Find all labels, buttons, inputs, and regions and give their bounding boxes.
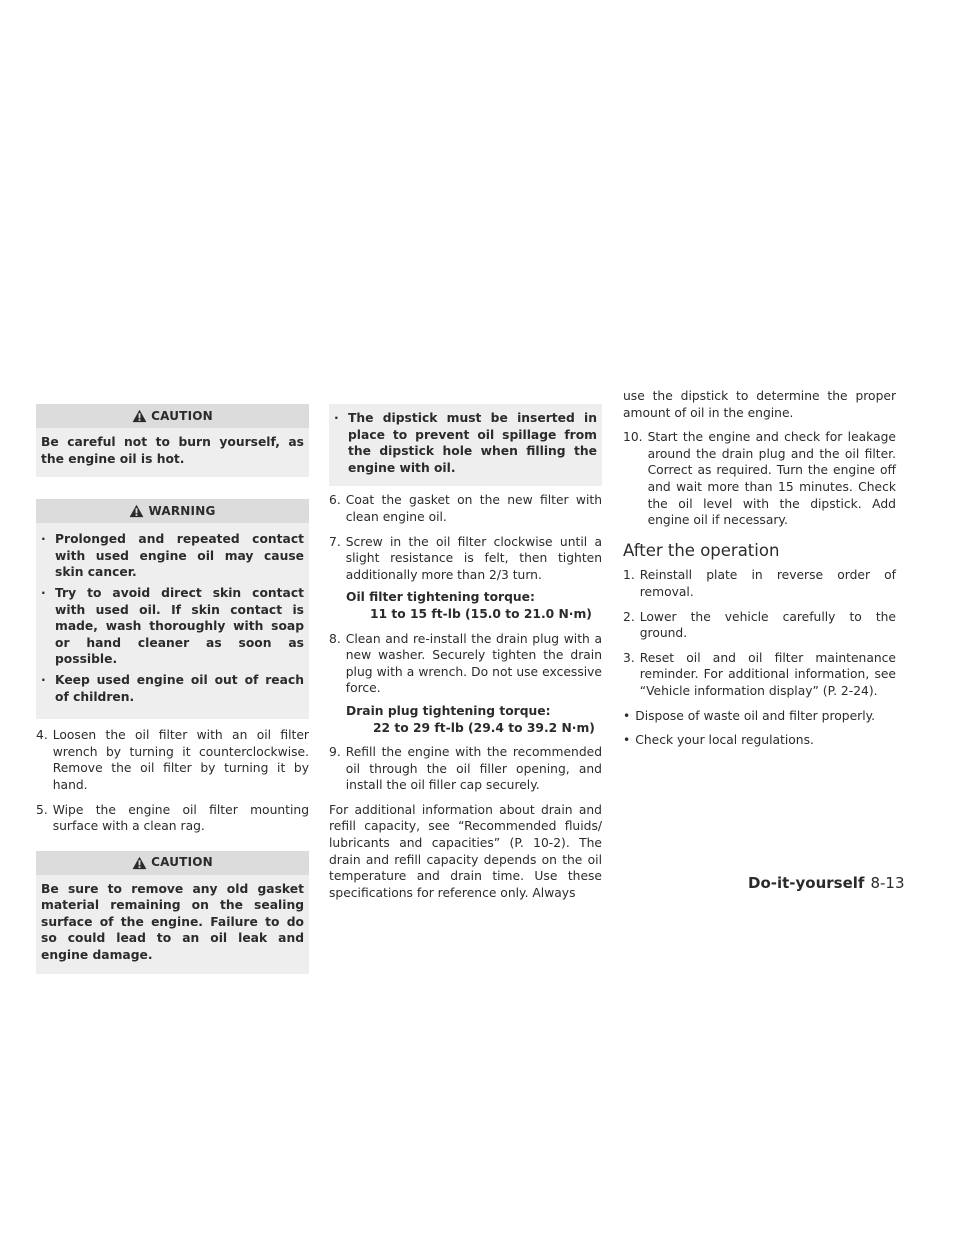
list-item: 1. Reinstall plate in reverse order of removal. (623, 568, 896, 599)
caution-text: Be sure to remove any old gasket material remaining on the sealing surface of the engine. Failure to do so could lead to an oil leak and engine damage. (36, 875, 309, 974)
column-middle (329, 404, 602, 909)
step-4: 4. Loosen the oil filter with an oil filter wrench by turning it counterclockwise. Remove the oil filter by turning it by hand. (36, 728, 309, 792)
warning-triangle-icon (132, 856, 147, 870)
list-item: 2. Lower the vehicle carefully to the ground. (623, 609, 896, 641)
step-10: 10. Start the engine and check for leakage around the drain plug and the oil filter. Correct as required. Turn the engine off and wait more than 15 minutes. Check the oil level with the dipstick. Add engine oil if necessary. (623, 430, 896, 528)
caution-header (36, 851, 309, 875)
step-9: 9. Refill the engine with the recommended oil through the oil filler opening, and install the oil filler cap securely. (329, 745, 602, 793)
step-6: 6. Coat the gasket on the new filter with clean engine oil. (329, 493, 602, 524)
step-8: 8. Clean and re-install the drain plug with a new washer. Securely tighten the drain plug with a wrench. Do not use excessive force. (329, 631, 602, 696)
caution-box-1 (36, 404, 309, 477)
caution-header (36, 404, 309, 428)
step-5: 5. Wipe the engine oil filter mounting surface with a clean rag. (36, 802, 309, 834)
warning-title: WARNING (148, 503, 216, 518)
drain-plug-torque-spec (329, 703, 602, 736)
paragraph-continued: use the dipstick to determine the proper amount of oil in the engine. (623, 389, 896, 420)
section-heading: After the operation (623, 540, 780, 560)
warning-item: · Try to avoid direct skin contact with used oil. If skin contact is made, wash thoroughly with soap or hand cleaner as soon as possible. (41, 585, 304, 667)
caution-text: Be careful not to burn yourself, as the engine oil is hot. (36, 428, 309, 477)
page-footer (748, 874, 905, 892)
oil-filter-torque-spec (329, 589, 602, 622)
caution-continued-text: The dipstick must be inserted in place to prevent oil spillage from the dipstick hole when filling the engine with oil. (348, 411, 597, 475)
warning-box (36, 499, 309, 719)
caution-title: CAUTION (151, 855, 213, 870)
section-name: Do-it-yourself (748, 874, 865, 892)
list-item: 3. Reset oil and oil filter maintenance reminder. For additional information, see “Vehicle information display” (P. 2-24). (623, 650, 896, 698)
page-number: 8-13 (870, 874, 905, 892)
warning-header (36, 499, 309, 523)
caution-continued: · The dipstick must be inserted in place to prevent oil spillage from the dipstick hole when filling the engine with oil. (329, 404, 602, 486)
spec-value: 11 to 15 ft-lb (15.0 to 21.0 N·m) (370, 606, 592, 621)
warning-item: · Prolonged and repeated contact with used engine oil may cause skin cancer. (41, 532, 304, 580)
spec-label: Oil filter tightening torque: (346, 590, 535, 605)
warning-item: · Keep used engine oil out of reach of children. (41, 672, 304, 704)
warning-body (36, 523, 309, 719)
warning-triangle-icon (129, 504, 144, 518)
caution-title: CAUTION (151, 408, 213, 423)
column-left (36, 404, 309, 974)
bullet-item: • Dispose of waste oil and filter properly. (623, 708, 876, 723)
warning-triangle-icon (132, 409, 147, 423)
bullet-item: • Check your local regulations. (623, 733, 814, 748)
spec-value: 22 to 29 ft-lb (29.4 to 39.2 N·m) (373, 720, 595, 735)
column-right (623, 388, 896, 757)
caution-box-2 (36, 851, 309, 974)
spec-label: Drain plug tightening torque: (346, 703, 551, 718)
capacity-paragraph: For additional information about drain and refill capacity, see “Recommended fluids/ lubricants and capacities” (P. 10-2). The drain and refill capacity depends on the oil temperature and drain time. Use these specifications for reference only. Always (329, 802, 602, 900)
step-7: 7. Screw in the oil filter clockwise until a slight resistance is felt, then tighten additionally more than 2/3 turn. (329, 534, 602, 582)
